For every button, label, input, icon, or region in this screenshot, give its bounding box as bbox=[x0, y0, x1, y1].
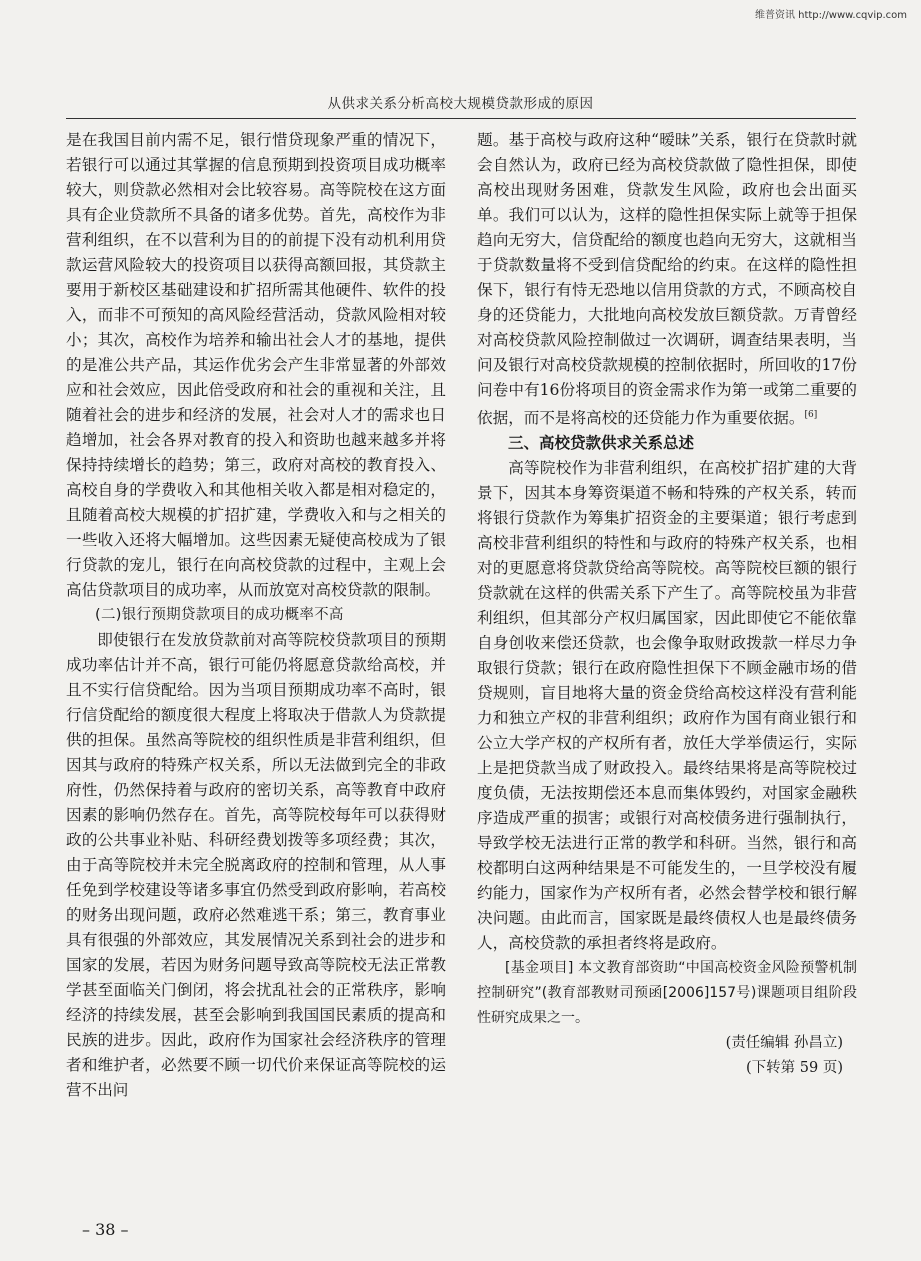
paragraph-text: 题。基于高校与政府这种“暧昧”关系，银行在贷款时就会自然认为，政府已经为高校贷款做了隐性担保，即使高校出现财务困难，贷款发生风险，政府也会出面买单。我们可以认为，这样的隐性担保实际上就等于担保趋向无穷大，信贷配给的额度也趋向无穷大，这就相当于贷款数量将不受到信贷配给的约束。在这样的隐性担保下，银行有恃无恐地以信用贷款的方式，不顾高校自身的还贷能力，大批地向高校发放巨额贷款。万青曾经对高校贷款风险控制做过一次调研，调查结果表明，当问及银行对高校贷款规模的控制依据时，所回收的17份问卷中有16份将项目的资金需求作为第一或第二重要的依据，而不是将高校的还贷能力作为重要依据。 bbox=[477, 131, 857, 428]
paragraph: 是在我国目前内需不足，银行惜贷现象严重的情况下，若银行可以通过其掌握的信息预期到投资项目成功概率较大，则贷款必然相对会比较容易。高等院校在这方面具有企业贷款所不具备的诸多优势。首先，高校作为非营利组织，在不以营利为目的的前提下没有动机利用贷款运营风险较大的投资项目以获得高额回报，其贷款主要用于新校区基础建设和扩招所需其他硬件、软件的投入，而非不可预知的高风险经营活动，贷款风险相对较小；其次，高校作为培养和输出社会人才的基地，提供的是准公共产品，其运作优劣会产生非常显著的外部效应和社会效应，因此倍受政府和社会的重视和关注，且随着社会的进步和经济的发展，社会对人才的需求也日趋增加，社会各界对教育的投入和资助也越来越多并将保持持续增长的趋势；第三，政府对高校的教育投入、高校自身的学费收入和其他相关收入都是相对稳定的，且随着高校大规模的扩招扩建，学费收入和与之相关的一些收入还将大幅增加。这些因素无疑使高校成为了银行贷款的宠儿，银行在向高校贷款的过程中，主观上会高估贷款项目的成功率，从而放宽对高校贷款的限制。 bbox=[66, 131, 446, 599]
paragraph: 即使银行在发放贷款前对高等院校贷款项目的预期成功率估计并不高，银行可能仍将愿意贷款给高校，并且不实行信贷配给。因为当项目预期成功率不高时，银行信贷配给的额度很大程度上将取决于借款人为贷款提供的担保。虽然高等院校的组织性质是非营利组织，但因其与政府的特殊产权关系，所以无法做到完全的非政府性，仍然保持着与政府的密切关系，高等教育中政府因素的影响仍然存在。首先，高等院校每年可以获得财政的公共事业补贴、科研经费划拨等多项经费；其次，由于高等院校并未完全脱离政府的控制和管理，从人事任免到学校建设等诸多事宜仍然受到政府影响，若高校的财务出现问题，政府必然难逃干系；第三，教育事业具有很强的外部效应，其发展情况关系到社会的进步和国家的发展，若因为财务问题导致高等院校无法正常教学甚至面临关门倒闭，将会扰乱社会的正常秩序，影响经济的持续发展，甚至会影响到我国国民素质的提高和民族的进步。因此，政府作为国家社会经济秩序的管理者和维护者，必然要不顾一切代价来保证高等院校的运营不出问 bbox=[66, 631, 446, 1099]
header-rule bbox=[66, 118, 856, 119]
right-column bbox=[477, 128, 857, 1081]
paragraph bbox=[477, 128, 857, 431]
paragraph: 高等院校作为非营利组织，在高校扩招扩建的大背景下，因其本身筹资渠道不畅和特殊的产权关系，转而将银行贷款作为筹集扩招资金的主要渠道；银行考虑到高校非营利组织的特性和与政府的特殊产权关系，也相对的更愿意将贷款贷给高等院校。高等院校巨额的银行贷款就在这样的供需关系下产生了。高等院校虽为非营利组织，但其部分产权归属国家，因此即使它不能依靠自身创收来偿还贷款，也会像争取财政拨款一样尽力争取银行贷款；银行在政府隐性担保下不顾金融市场的借贷规则，盲目地将大量的资金贷给高校这样没有营利能力和独立产权的非营利组织；政府作为国有商业银行和公立大学产权的产权所有者，放任大学举债运行，实际上是把贷款当成了财政投入。最终结果将是高等院校过度负债，无法按期偿还本息而集体毁约，对国家金融秩序造成严重的损害；或银行对高校债务进行强制执行，导致学校无法进行正常的教学和科研。当然，银行和高校都明白这两种结果是不可能发生的，一旦学校没有履约能力，国家作为产权所有者，必然会替学校和银行解决问题。由此而言，国家既是最终债权人也是最终债务人，高校贷款的承担者终将是政府。 bbox=[477, 459, 857, 953]
section-heading: 三、高校贷款供求关系总述 bbox=[508, 434, 695, 453]
continued-note: (下转第 59 页) bbox=[746, 1060, 843, 1077]
running-head: 从供求关系分析高校大规模贷款形成的原因 bbox=[327, 96, 594, 112]
fund-note: [基金项目] 本文教育部资助“中国高校资金风险预警机制控制研究”(教育部教财司预函[2006]157号)课题项目组阶段性研究成果之一。 bbox=[477, 960, 857, 1027]
page-number: – 38 – bbox=[82, 1220, 129, 1239]
watermark: 维普资讯 http://www.cqvip.com bbox=[754, 10, 907, 21]
responsible-editor: (责任编辑 孙昌立) bbox=[725, 1035, 843, 1052]
left-column bbox=[66, 128, 446, 1103]
subsection-heading: (二)银行预期贷款项目的成功概率不高 bbox=[95, 607, 344, 623]
citation-marker: [6] bbox=[804, 410, 818, 420]
